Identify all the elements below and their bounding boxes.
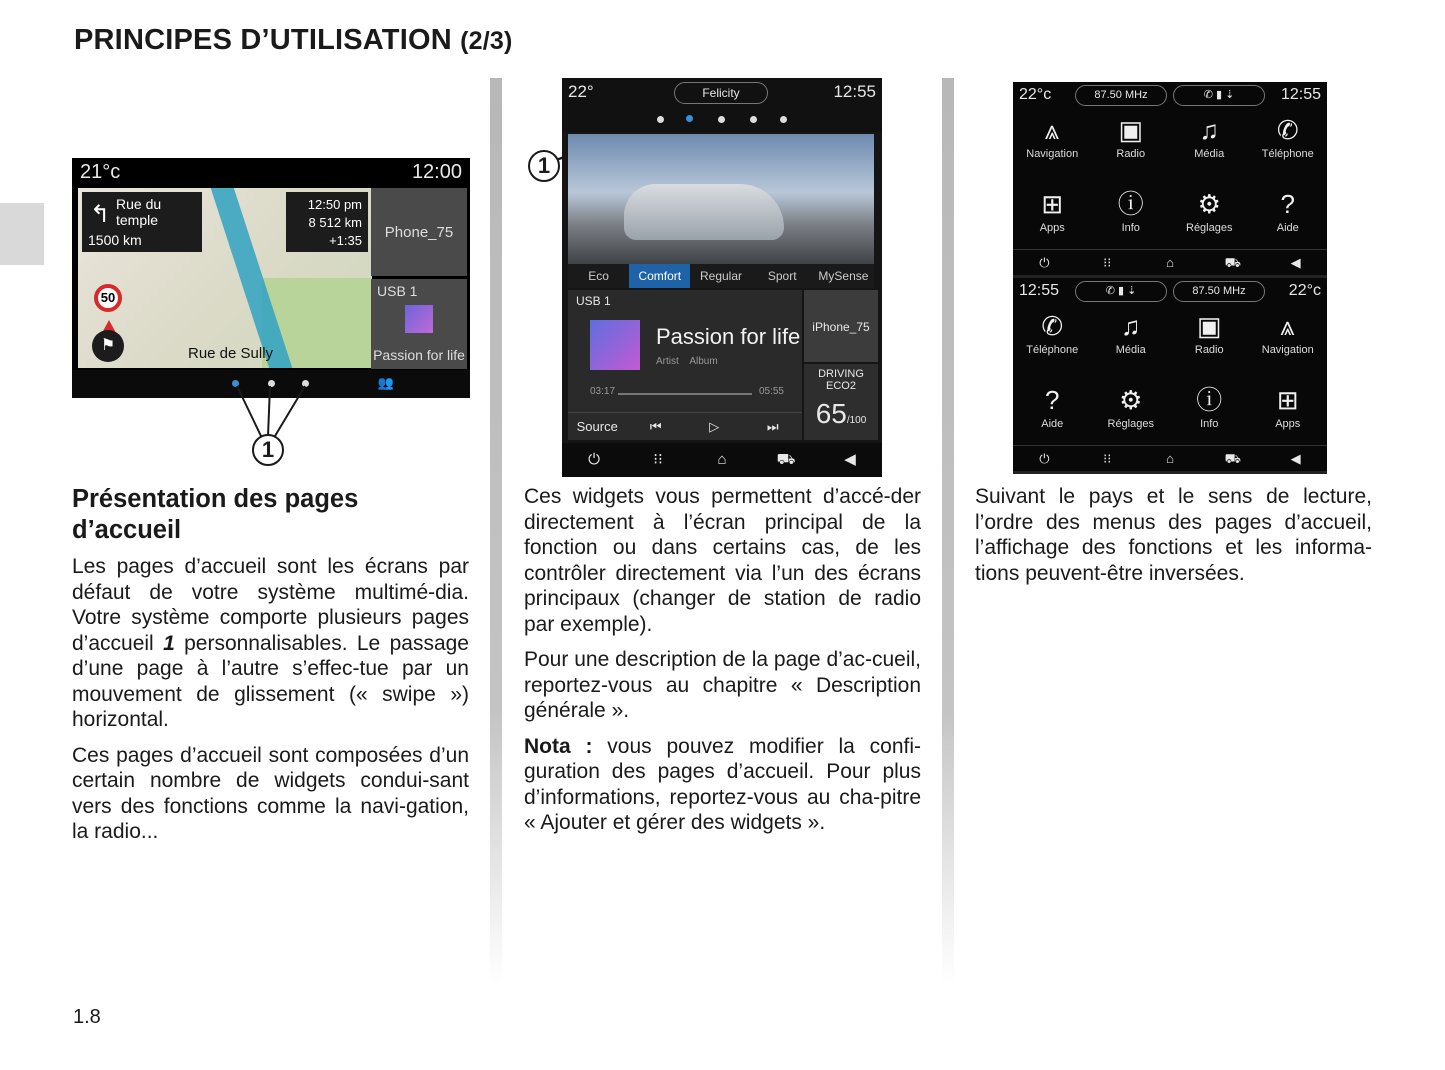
drive-mode-tabs (568, 264, 874, 288)
usb-label: USB 1 (377, 283, 418, 299)
temperature: 22°c (1288, 282, 1321, 299)
temperature: 22° (568, 82, 594, 101)
radio-icon: ▣ (1196, 311, 1222, 341)
menu-grid (1013, 308, 1327, 448)
home-icon[interactable]: ⌂ (717, 451, 727, 468)
artist: Artist (656, 356, 679, 367)
current-street: Rue de Sully (188, 345, 274, 362)
next-street: Rue du temple (116, 196, 162, 228)
album-art (590, 320, 640, 370)
media-widget (371, 279, 467, 369)
menu-item-label: Aide (1041, 418, 1064, 430)
media-icon: ♫ (1199, 115, 1219, 145)
menu-grid (1013, 112, 1327, 252)
menu-item-réglages[interactable] (1092, 382, 1171, 448)
clock: 12:55 (1019, 282, 1060, 299)
menu-item-label: Téléphone (1026, 344, 1079, 356)
volume-icon[interactable]: ◀ (1290, 451, 1301, 466)
widgets-access-paragraph: Ces widgets vous permettent d’accé-der directement à l’écran principal de la fonction ou dans certains cas, de les contrôler directement via l’un des écrans principaux (changer de station de radio par exemple). (524, 485, 921, 636)
users-icon: 👥 (377, 375, 394, 390)
eta-panel (286, 192, 368, 252)
guidance-panel (82, 192, 202, 252)
menu-item-aide[interactable] (1249, 186, 1328, 252)
track-times (590, 386, 784, 397)
eco-score: 65/100 (815, 398, 867, 429)
homepage-menus-screenshot (1013, 82, 1327, 474)
menu-item-label: Aide (1276, 222, 1299, 234)
menu-panel-inverted (1013, 278, 1327, 471)
callout-1-center: 1 (528, 150, 560, 182)
car-shape (624, 184, 784, 240)
phone-widget-label: Phone_75 (384, 224, 454, 241)
radio-pill: 87.50 MHz (1075, 85, 1167, 106)
column-1 (72, 484, 469, 855)
page-title-main: PRINCIPES D’UTILISATION (74, 24, 452, 56)
menu-item-média[interactable] (1170, 112, 1249, 178)
help-icon: ? (1045, 385, 1060, 415)
mode-regular[interactable]: Regular (699, 269, 743, 283)
reading-direction-paragraph: Suivant le pays et le sens de lecture, l’ordre des menus des pages d’accueil, l’affichage des fonctions et les informa-tions peuvent-être inversées. (975, 485, 1372, 585)
menu-item-radio[interactable] (1170, 308, 1249, 374)
driving-assist-icon[interactable]: ⛟ (1224, 255, 1241, 270)
bottom-nav (1013, 249, 1327, 275)
homepage-widgets-screenshot (562, 78, 882, 477)
menu-item-navigation[interactable] (1013, 112, 1092, 178)
navigation-icon: ⩓ (1280, 311, 1296, 341)
temperature: 22°c (1019, 86, 1052, 103)
menu-item-label: Téléphone (1261, 148, 1314, 160)
phone-icon: ✆ (1041, 311, 1064, 341)
apps-icon: ⊞ (1276, 385, 1299, 415)
nota-paragraph: Nota : vous pouvez modifier la confi-guration des pages d’accueil. Pour plus d’informations, reportez-vous au cha-pitre « Ajouter et gérer des widgets ». (524, 734, 922, 834)
menu-item-label: Apps (1275, 418, 1301, 430)
menu-item-label: Réglages (1107, 418, 1154, 430)
menu-item-label: Navigation (1026, 148, 1079, 160)
turn-arrow-icon: ↰ (90, 201, 111, 228)
menu-item-réglages[interactable] (1170, 186, 1249, 252)
navigation-icon: ⩓ (1044, 115, 1060, 145)
bottom-nav (1013, 445, 1327, 471)
menu-item-radio[interactable] (1092, 112, 1171, 178)
menu-item-label: Info (1121, 222, 1140, 234)
media-controls (568, 412, 802, 440)
menu-item-média[interactable] (1092, 308, 1171, 374)
page-title (74, 24, 513, 57)
menu-panel-standard (1013, 82, 1327, 275)
page-dot-2 (268, 380, 275, 387)
time-start: 03:17 (590, 386, 616, 397)
time-end: 05:55 (758, 386, 784, 397)
menu-item-label: Média (1115, 344, 1146, 356)
home-icon[interactable]: ⌂ (1166, 255, 1174, 270)
phone-status-pill: ✆ ▮ ⇣ (1075, 281, 1167, 302)
clock: 12:00 (411, 161, 462, 183)
volume-icon[interactable]: ◀ (844, 451, 856, 468)
homepage-navigation-screenshot (72, 158, 470, 398)
album: Album (689, 356, 718, 367)
info-icon: ⓘ (1196, 385, 1223, 415)
temperature: 21°c (80, 161, 121, 183)
info-icon: ⓘ (1117, 189, 1144, 219)
play-icon[interactable]: ▷ (709, 419, 720, 434)
driving-assist-icon[interactable]: ⛟ (776, 451, 796, 468)
destination-flag-icon: ⚑ (92, 330, 124, 362)
menu-item-apps[interactable] (1013, 186, 1092, 252)
driving-eco-widget (804, 364, 878, 440)
mode-sport[interactable]: Sport (767, 269, 797, 283)
song-title: Passion for life (373, 347, 465, 363)
settings-icon: ⚙ (1197, 189, 1221, 219)
distance-remaining: 1500 km (88, 232, 142, 248)
chapter-tab (0, 203, 44, 265)
home-icon[interactable]: ⌂ (1166, 451, 1174, 466)
settings-icon: ⚙ (1119, 385, 1143, 415)
phone-widget (371, 188, 467, 276)
phone-status-pill: ✆ ▮ ⇣ (1173, 85, 1265, 106)
media-icon: ♫ (1121, 311, 1141, 341)
section-heading: Présentation des pages d’accueil (72, 485, 359, 544)
menu-item-label: Média (1194, 148, 1225, 160)
user-profile: Felicity (674, 82, 768, 104)
callout-1-left: 1 (252, 434, 284, 466)
page-dot-1 (657, 116, 664, 123)
nota-label: Nota : (524, 734, 593, 758)
help-icon: ? (1280, 189, 1295, 219)
menu-item-label: Navigation (1261, 344, 1314, 356)
menu-grid-icon[interactable]: ⁝⁝ (1103, 451, 1112, 466)
album-art (405, 305, 433, 333)
mode-mysense[interactable]: MySense (818, 269, 869, 283)
menu-item-label: Radio (1116, 148, 1146, 160)
menu-item-label: Réglages (1186, 222, 1233, 234)
song-title: Passion for life (656, 324, 801, 349)
volume-icon[interactable]: ◀ (1290, 255, 1301, 270)
menu-item-info[interactable] (1170, 382, 1249, 448)
clock: 12:55 (1280, 86, 1321, 103)
phone-icon: ✆ (1276, 115, 1299, 145)
page-title-sub: (2/3) (460, 27, 513, 55)
driving-assist-icon[interactable]: ⛟ (1224, 451, 1241, 466)
power-icon[interactable]: ⏻ (1039, 255, 1050, 270)
power-icon[interactable]: ⏻ (1039, 451, 1050, 466)
eta-distance: 8 512 km (308, 215, 362, 230)
reference-number: 1 (163, 631, 175, 655)
radio-pill: 87.50 MHz (1173, 281, 1265, 302)
clock: 12:55 (833, 82, 876, 101)
menu-item-info[interactable] (1092, 186, 1171, 252)
eco-label: DRIVING ECO2 (818, 368, 864, 392)
eta-delay: +1:35 (329, 233, 362, 248)
menu-item-apps[interactable] (1249, 382, 1328, 448)
page-dot-1 (232, 380, 239, 387)
menu-item-label: Info (1200, 418, 1219, 430)
source-button[interactable]: Source (576, 419, 618, 434)
page-dot-4 (750, 116, 757, 123)
page-number: 1.8 (73, 1006, 101, 1028)
previous-icon[interactable]: ⏮ (649, 419, 662, 434)
menu-item-téléphone[interactable] (1249, 112, 1328, 178)
page-dot-3 (718, 116, 725, 123)
radio-icon: ▣ (1118, 115, 1144, 145)
mode-eco[interactable]: Eco (588, 269, 609, 283)
column-divider-2 (942, 78, 954, 983)
bottom-nav (562, 443, 882, 477)
column-3 (975, 484, 1372, 596)
menu-item-aide[interactable] (1013, 382, 1092, 448)
map-widget (78, 188, 372, 368)
eta-time: 12:50 pm (307, 197, 362, 212)
menu-item-navigation[interactable] (1249, 308, 1328, 374)
phone-widget: iPhone_75 (804, 290, 878, 362)
media-widget (568, 290, 802, 440)
widgets-paragraph: Ces pages d’accueil sont composées d’un certain nombre de widgets condui-sant vers des fonctions comme la navi-gation, la radio... (72, 743, 469, 843)
song-meta (656, 356, 718, 367)
menu-item-label: Apps (1039, 222, 1065, 234)
vehicle-image (568, 134, 874, 264)
power-icon[interactable]: ⏻ (588, 451, 600, 468)
apps-icon: ⊞ (1041, 189, 1064, 219)
next-icon[interactable]: ⏭ (766, 419, 779, 434)
menu-item-label: Radio (1194, 344, 1224, 356)
usb-label: USB 1 (576, 294, 611, 308)
page-dot-3 (302, 380, 309, 387)
menu-grid-icon[interactable]: ⁝⁝ (1103, 255, 1112, 270)
speed-limit-sign: 50 (94, 284, 122, 312)
column-2 (524, 484, 921, 846)
menu-item-téléphone[interactable] (1013, 308, 1092, 374)
page-dot-5 (780, 116, 787, 123)
description-paragraph: Pour une description de la page d’ac-cueil, reportez-vous au chapitre « Description générale ». (524, 648, 921, 722)
progress-bar (618, 393, 752, 395)
menu-grid-icon[interactable]: ⁝⁝ (653, 451, 663, 468)
column-divider-1 (490, 78, 502, 983)
mode-comfort[interactable]: Comfort (629, 264, 690, 288)
page-indicator-bar (72, 370, 470, 398)
page-dot-2 (686, 115, 693, 122)
intro-paragraph: Les pages d’accueil sont les écrans par défaut de votre système multimé-dia. Votre système comporte plusieurs pages d’accueil 1 personnalisables. Le passage d’une page à l’autre s’effec-tue par un mouvement de glissement (« swipe ») horizontal. (72, 555, 469, 731)
